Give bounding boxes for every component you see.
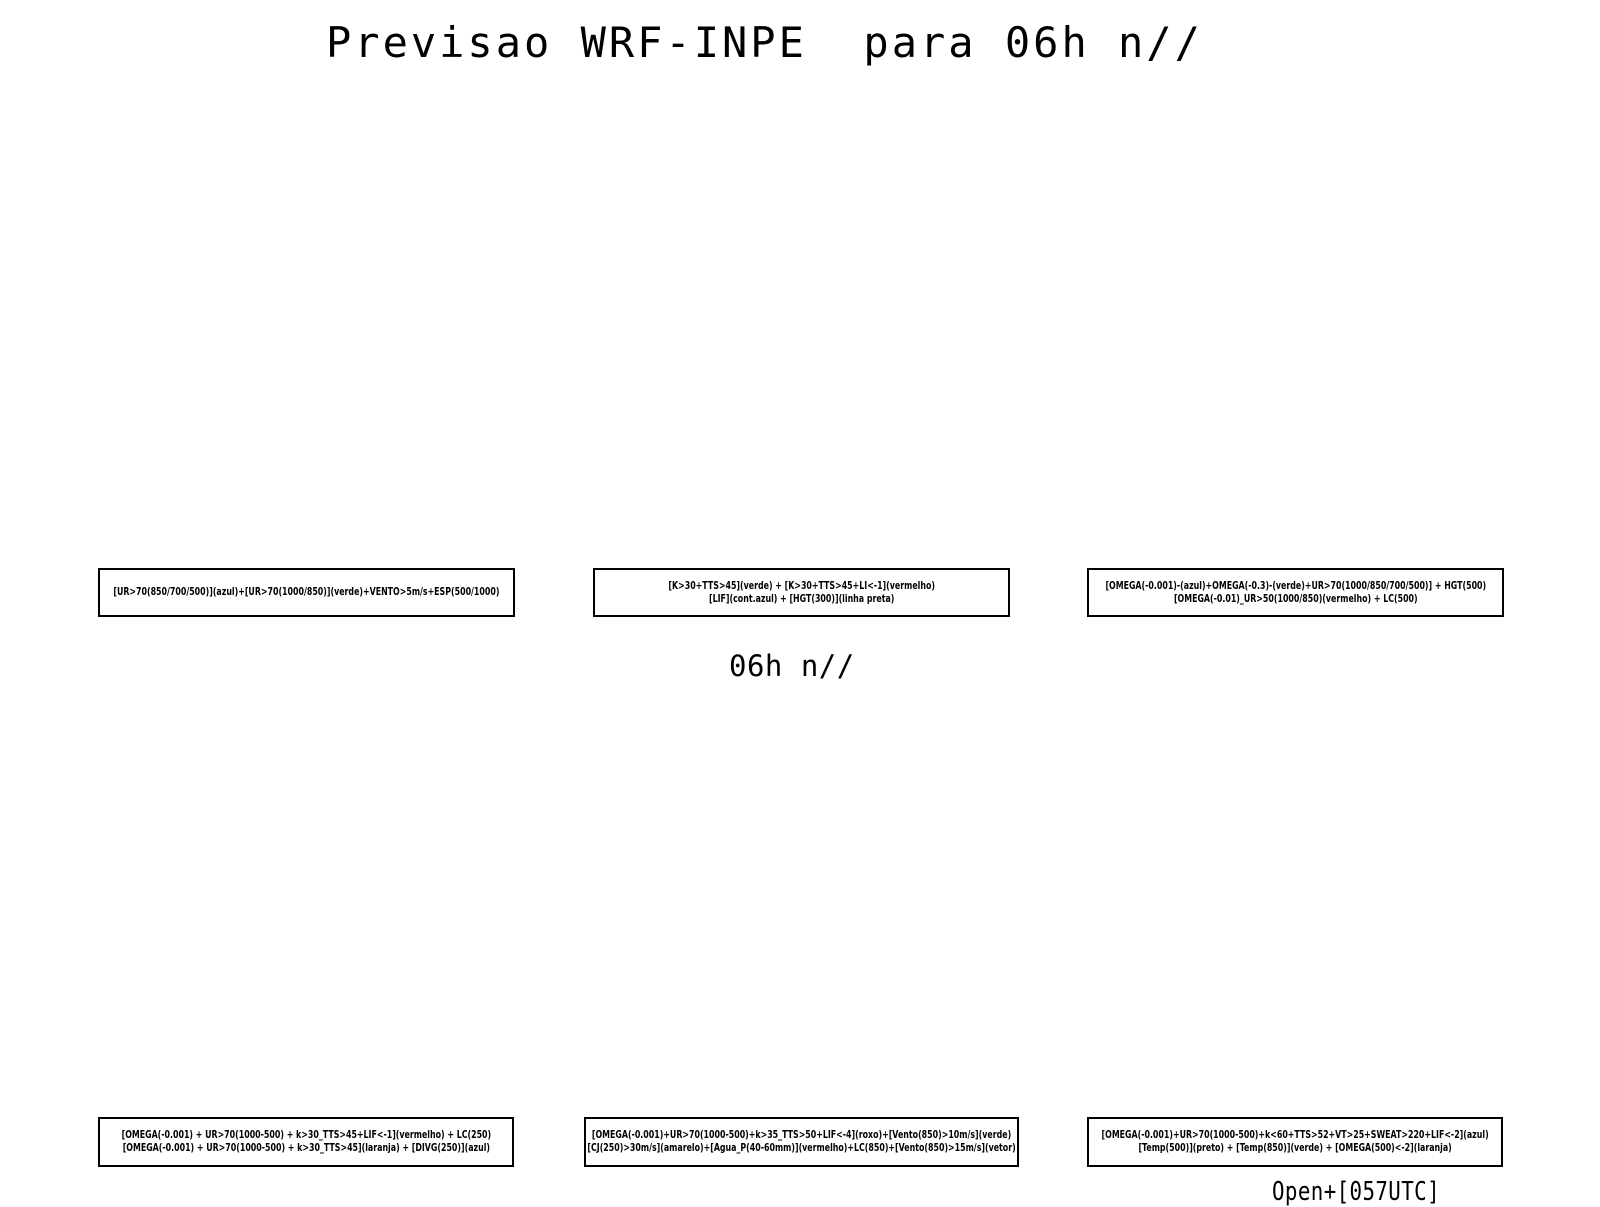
legend-line: [OMEGA(-0.001) + UR>70(1000-500) + k>30_TTS>45+LIF<-1](vermelho) + LC(250) [121,1129,491,1141]
legend-box-bottom-center [584,1117,1019,1167]
legend-box-top-right [1087,568,1504,617]
legend-line: [OMEGA(-0.001)+UR>70(1000-500)+k>35_TTS>50+LIF<-4](roxo)+[Vento(850)>10m/s](verde) [591,1129,1012,1141]
legend-text [121,1129,491,1155]
legend-box-top-center [593,568,1010,617]
legend-line: [OMEGA(-0.01)_UR>50(1000/850)(vermelho) + LC(500) [1173,592,1418,605]
legend-text [1101,1129,1488,1155]
legend-line: [OMEGA(-0.001)+UR>70(1000-500)+k<60+TTS>52+VT>25+SWEAT>220+LIF<-2](azul) [1101,1129,1489,1141]
legend-box-bottom-right [1087,1117,1503,1167]
legend-line: [OMEGA(-0.001) + UR>70(1000-500) + k>30_TTS>45](laranja) + [DIVG(250)](azul) [122,1142,490,1154]
legend-box-bottom-left [98,1117,514,1167]
legend-text [587,1129,1015,1155]
page-title: Previsao WRF-INPE para 06h n// [326,18,1203,67]
legend-line: [UR>70(850/700/500)](azul)+[UR>70(1000/850)](verde)+VENTO>5m/s+ESP(500/1000) [113,586,500,598]
legend-line: [K>30+TTS>45](verde) + [K>30+TTS>45+LI<-1](vermelho) [668,579,935,592]
legend-line: [OMEGA(-0.001)-(azul)+OMEGA(-0.3)-(verde)+UR>70(1000/850/700/500)] + HGT(500) [1105,579,1486,592]
legend-line: [CJ(250)>30m/s](amarelo)+[Agua_P(40-60mm)](vermelho)+LC(850)+[Vento(850)>15m/s](vetor) [587,1142,1016,1154]
legend-text [1105,580,1486,606]
footer-timestamp-label: Open+[057UTC] [1272,1177,1440,1207]
legend-text [113,586,499,599]
legend-text [668,580,935,606]
panel-subtitle: 06h n// [729,649,855,683]
legend-box-top-left [98,568,515,617]
legend-line: [LIF](cont.azul) + [HGT(300)](linha preta) [708,592,895,605]
legend-line: [Temp(500)](preto) + [Temp(850)](verde) + [OMEGA(500)<-2](laranja) [1138,1142,1452,1154]
